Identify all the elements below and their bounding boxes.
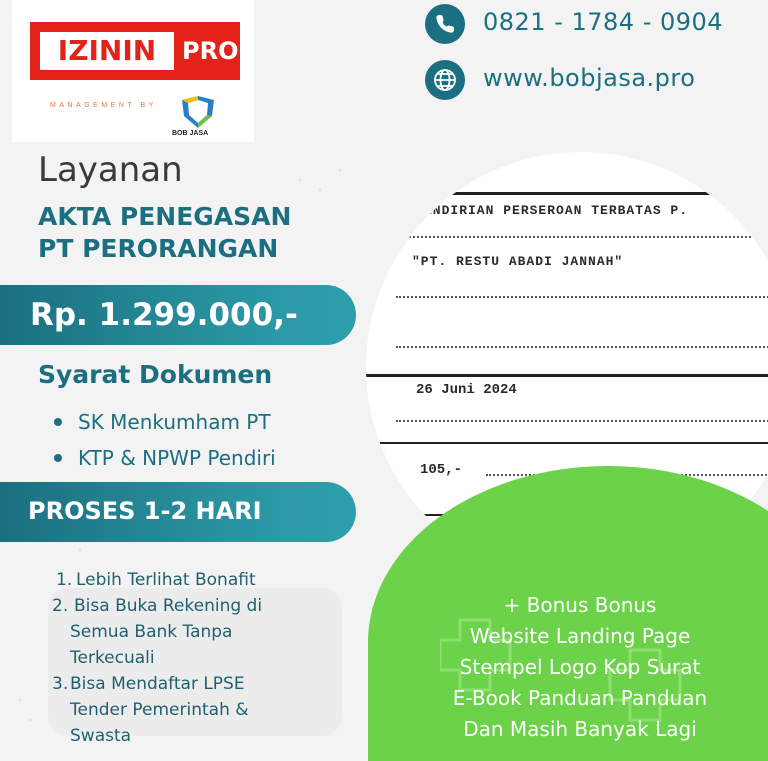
- managed-by-label: MANAGEMENT BY: [50, 102, 157, 109]
- service-label: Layanan: [38, 150, 183, 190]
- process-banner: PROSES 1-2 HARI: [0, 482, 356, 542]
- service-title-line-2: PT PERORANGAN: [38, 234, 279, 263]
- website-link[interactable]: www.bobjasa.pro: [483, 64, 696, 92]
- document-line-1: ENDIRIAN PERSEROAN TERBATAS P.: [424, 203, 689, 218]
- bullet-icon: [54, 418, 62, 426]
- bob-jasa-label: BOB JASA: [172, 130, 209, 137]
- globe-icon: [425, 60, 465, 100]
- benefit-item-2: 2. Bisa Buka Rekening di Semua Bank Tanpa Terkecuali: [52, 596, 263, 668]
- brand-name: IZININ: [40, 32, 174, 70]
- phone-number[interactable]: 0821 - 1784 - 0904: [483, 8, 724, 36]
- bonus-line-4: E-Book Panduan Panduan: [452, 686, 708, 710]
- documents-heading: Syarat Dokumen: [38, 360, 273, 389]
- service-title-line-1: AKTA PENEGASAN: [38, 202, 292, 231]
- document-line-2: "PT. RESTU ABADI JANNAH": [412, 254, 624, 269]
- logo-card: [12, 0, 254, 142]
- benefit-item-3: 3. Bisa Mendaftar LPSE Tender Pemerintah & Swasta: [52, 674, 249, 746]
- benefit-item-1: 1. Lebih Terlihat Bonafit: [56, 570, 256, 590]
- bullet-icon: [54, 454, 62, 462]
- phone-icon: [425, 4, 465, 44]
- list-item: SK Menkumham PT: [54, 404, 276, 440]
- bonus-line-3: Stempel Logo Kop Surat: [459, 655, 701, 679]
- brand-logo: [30, 22, 240, 80]
- brand-suffix: PRO: [182, 37, 239, 65]
- document-amount: 105,-: [420, 462, 463, 478]
- bonus-line-2: Website Landing Page: [469, 624, 691, 648]
- bonus-line-5: Dan Masih Banyak Lagi: [463, 717, 697, 741]
- benefits-list: [48, 567, 338, 749]
- documents-list: [54, 404, 276, 476]
- price-banner: Rp. 1.299.000,-: [0, 285, 356, 345]
- document-date: 26 Juni 2024: [416, 382, 517, 398]
- bob-jasa-logo-icon: [178, 94, 218, 130]
- bonus-list: [410, 590, 750, 745]
- list-item: KTP & NPWP Pendiri: [54, 440, 276, 476]
- bonus-line-1: + Bonus Bonus: [503, 593, 657, 617]
- service-title: [38, 201, 358, 265]
